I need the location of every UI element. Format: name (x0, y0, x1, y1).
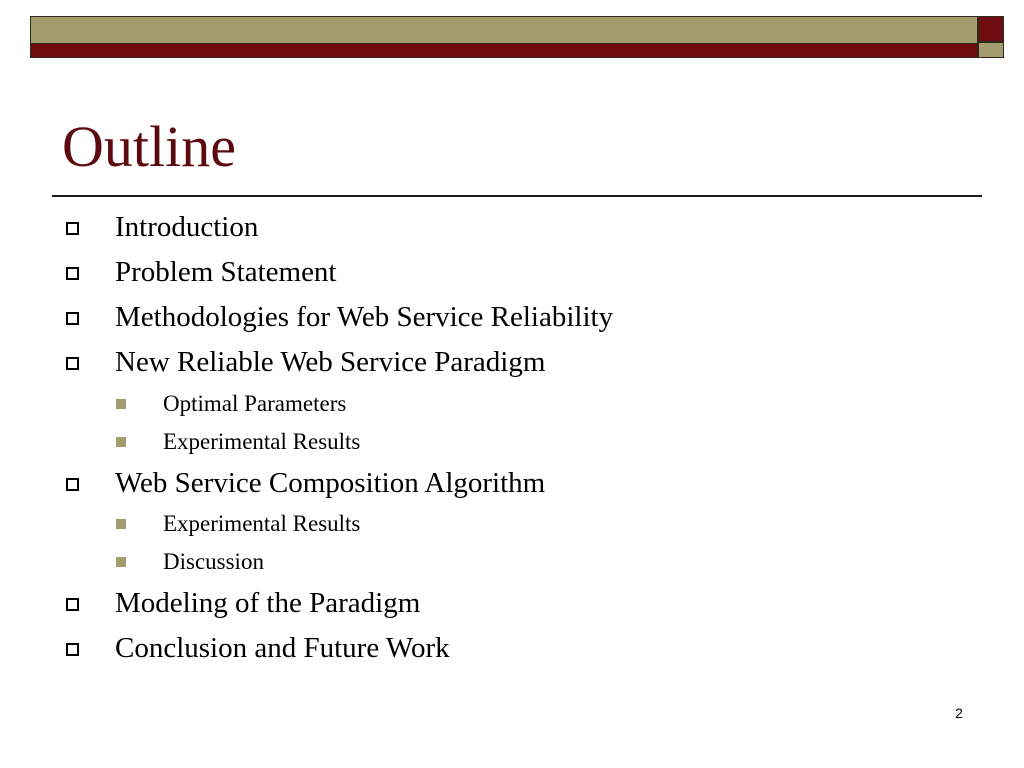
page-number: 2 (955, 705, 963, 721)
outline-item-label: Modeling of the Paradigm (115, 587, 421, 619)
outline-item-introduction (115, 210, 258, 244)
outline-subitem-label: Optimal Parameters (163, 391, 347, 416)
title-divider (52, 195, 982, 197)
outline-item-problem-statement (115, 255, 337, 289)
outline-subitem-label: Experimental Results (163, 511, 361, 536)
outline-item-label: Conclusion and Future Work (115, 632, 450, 664)
outline-item-label: Web Service Composition Algorithm (115, 467, 546, 499)
hollow-square-bullet-icon (66, 598, 79, 611)
band-maroon-stripe (31, 43, 977, 57)
outline-item-label: Introduction (115, 211, 259, 243)
filled-square-bullet-icon (116, 399, 126, 409)
outline-item-new-paradigm (115, 345, 545, 379)
corner-maroon-square (978, 16, 1004, 42)
outline-subitem-label: Experimental Results (163, 429, 361, 454)
hollow-square-bullet-icon (66, 267, 79, 280)
outline-item-label: Methodologies for Web Service Reliability (115, 301, 614, 333)
hollow-square-bullet-icon (66, 312, 79, 325)
outline-subitem-label: Discussion (163, 549, 264, 574)
top-decorative-band (30, 16, 978, 58)
filled-square-bullet-icon (116, 519, 126, 529)
hollow-square-bullet-icon (66, 357, 79, 370)
outline-subitem-optimal-parameters (163, 390, 346, 418)
outline-subitem-experimental-results-2 (163, 510, 360, 538)
outline-item-label: New Reliable Web Service Paradigm (115, 346, 546, 378)
slide-title: Outline (62, 114, 236, 179)
hollow-square-bullet-icon (66, 478, 79, 491)
filled-square-bullet-icon (116, 437, 126, 447)
outline-item-methodologies (115, 300, 613, 334)
outline-subitem-discussion (163, 548, 264, 576)
outline-item-modeling (115, 586, 420, 620)
hollow-square-bullet-icon (66, 222, 79, 235)
filled-square-bullet-icon (116, 557, 126, 567)
corner-olive-square (978, 42, 1004, 58)
outline-item-label: Problem Statement (115, 256, 337, 288)
outline-item-conclusion (115, 631, 450, 665)
outline-item-composition-algorithm (115, 466, 545, 500)
outline-subitem-experimental-results (163, 428, 360, 456)
hollow-square-bullet-icon (66, 643, 79, 656)
